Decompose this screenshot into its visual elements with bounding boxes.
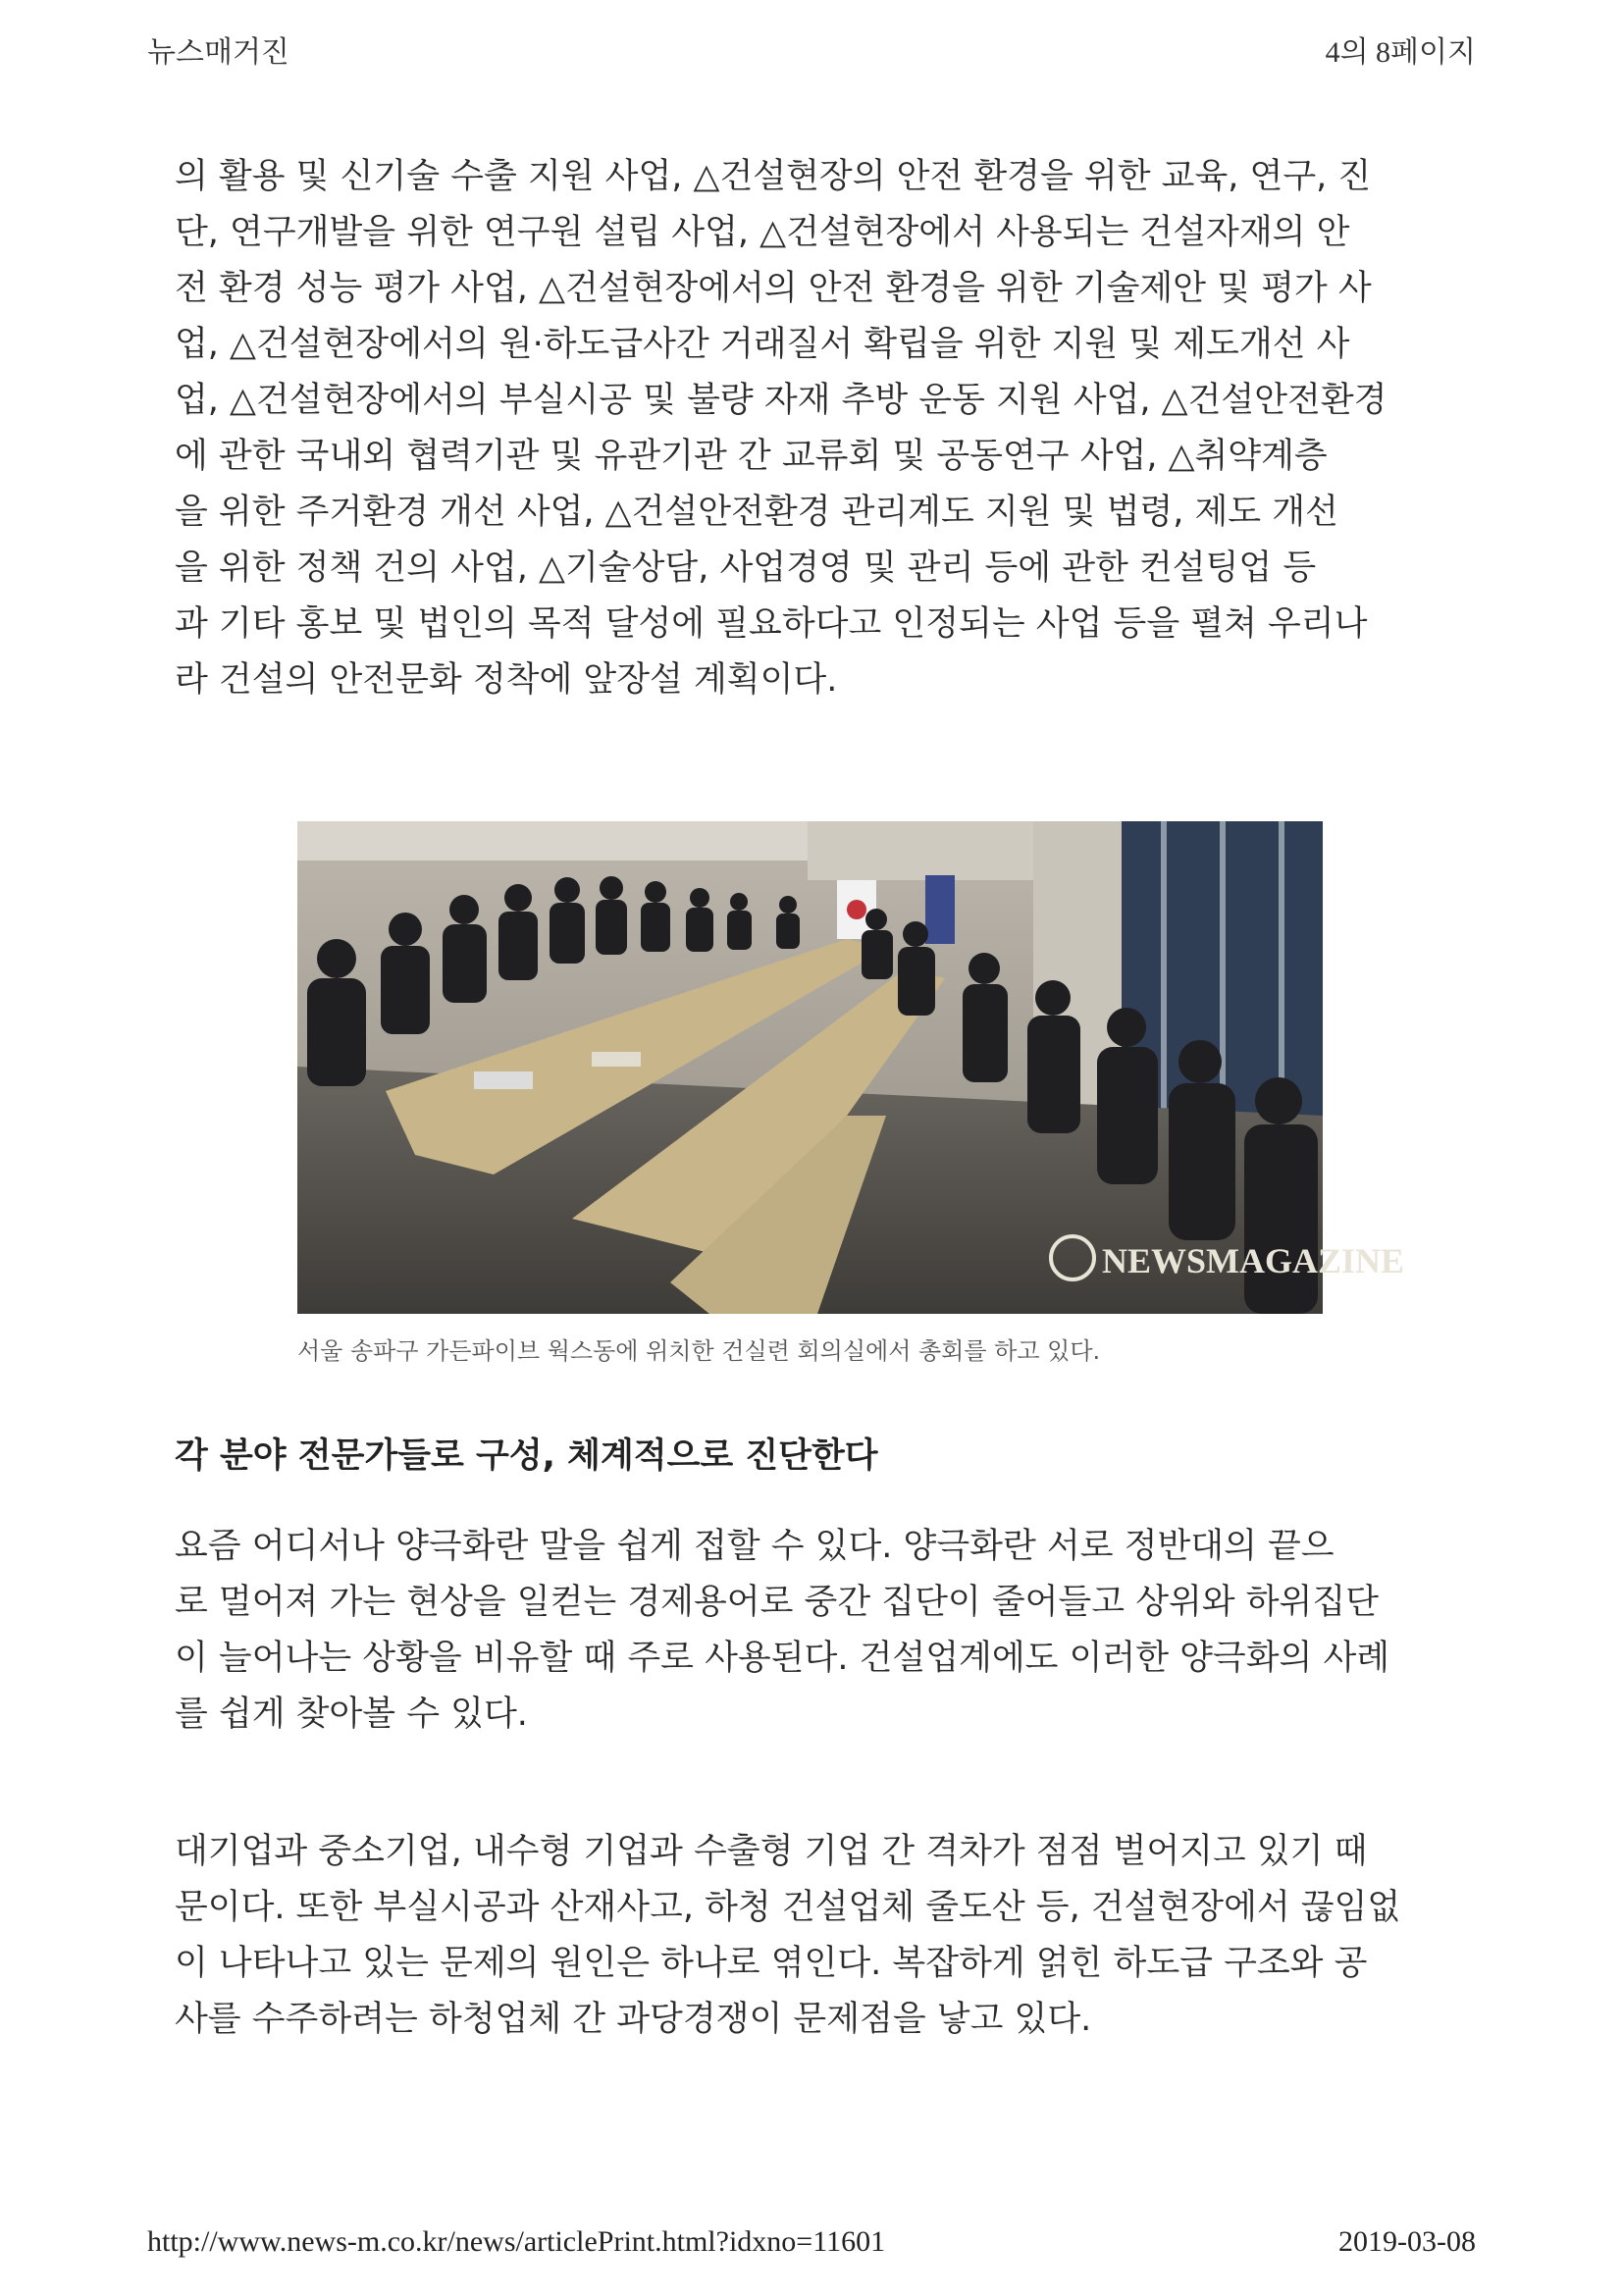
meeting-photo-illustration [297, 821, 1405, 1314]
text-line: 이 늘어나는 상황을 비유할 때 주로 사용된다. 건설업계에도 이러한 양극화의 사례 [175, 1639, 1390, 1678]
text-line: 이 나타나고 있는 문제의 원인은 하나로 엮인다. 복잡하게 얽힌 하도급 구조와 공 [175, 1944, 1368, 1983]
photo-watermark: NEWSMAGAZINE [1102, 1241, 1405, 1280]
text-line: 요즘 어디서나 양극화란 말을 쉽게 접할 수 있다. 양극화란 서로 정반대의 끝으 [175, 1527, 1335, 1566]
text-line: 사를 수주하려는 하청업체 간 과당경쟁이 문제점을 낳고 있다. [175, 2000, 1092, 2039]
text-line: 의 활용 및 신기술 수출 지원 사업, △건설현장의 안전 환경을 위한 교육, 연구, 진 [175, 157, 1372, 196]
page-indicator: 4의 8페이지 [1325, 36, 1476, 69]
text-line: 단, 연구개발을 위한 연구원 설립 사업, △건설현장에서 사용되는 건설자재의 안 [175, 213, 1350, 252]
text-line: 라 건설의 안전문화 정착에 앞장설 계획이다. [175, 660, 838, 700]
section-subheading: 각 분야 전문가들로 구성, 체계적으로 진단한다 [175, 1436, 878, 1476]
article-paragraph-1 [175, 149, 1450, 708]
text-line: 문이다. 또한 부실시공과 산재사고, 하청 건설업체 줄도산 등, 건설현장에서 끊임없 [175, 1888, 1401, 1927]
text-line: 대기업과 중소기업, 내수형 기업과 수출형 기업 간 격차가 점점 벌어지고 있기 때 [175, 1832, 1368, 1871]
text-line: 로 멀어져 가는 현상을 일컫는 경제용어로 중간 집단이 줄어들고 상위와 하위집단 [175, 1583, 1379, 1622]
meeting-photo [297, 821, 1405, 1314]
text-line: 전 환경 성능 평가 사업, △건설현장에서의 안전 환경을 위한 기술제안 및 평가 사 [175, 269, 1372, 308]
site-name: 뉴스매거진 [147, 35, 289, 70]
text-line: 를 쉽게 찾아볼 수 있다. [175, 1695, 528, 1734]
text-line: 에 관한 국내외 협력기관 및 유관기관 간 교류회 및 공동연구 사업, △취약계층 [175, 437, 1328, 476]
text-line: 을 위한 정책 건의 사업, △기술상담, 사업경영 및 관리 등에 관한 컨설팅업 등 [175, 548, 1317, 588]
text-line: 업, △건설현장에서의 부실시공 및 불량 자재 추방 운동 지원 사업, △건설안전환경 [175, 381, 1387, 420]
article-paragraph-2 [175, 1519, 1450, 1743]
article-url[interactable]: http://www.news-m.co.kr/news/articlePrint.html?idxno=11601 [147, 2225, 886, 2258]
text-line: 과 기타 홍보 및 법인의 목적 달성에 필요하다고 인정되는 사업 등을 펼쳐 우리나 [175, 604, 1368, 644]
article-paragraph-3 [175, 1824, 1450, 2048]
photo-caption: 서울 송파구 가든파이브 웍스동에 위치한 건실련 회의실에서 총회를 하고 있다. [297, 1337, 1101, 1365]
text-line: 을 위한 주거환경 개선 사업, △건설안전환경 관리계도 지원 및 법령, 제도 개선 [175, 493, 1338, 532]
text-line: 업, △건설현장에서의 원·하도급사간 거래질서 확립을 위한 지원 및 제도개선 사 [175, 325, 1350, 364]
print-date: 2019-03-08 [1338, 2225, 1476, 2258]
